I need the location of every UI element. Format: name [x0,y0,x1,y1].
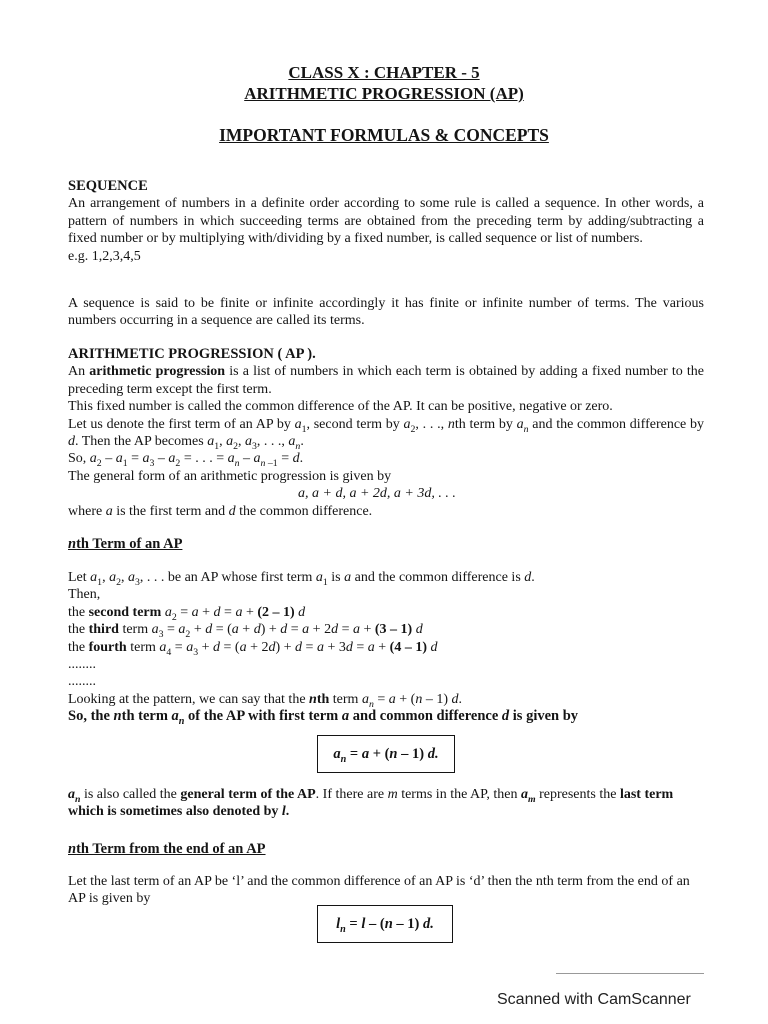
nth-from-end-formula: $l_n = l - (n - 1)$ d. [336,916,434,935]
nth-term-formula-box [317,735,455,773]
formulas-heading: IMPORTANT FORMULAS & CONCEPTS [219,125,549,145]
nth-term-title: nth Term of an AP [68,536,183,552]
nth-term-section [68,536,704,553]
sequence-section [68,178,704,265]
nth-term-then: Then, [68,587,101,603]
chapter-title-heading: ARITHMETIC PROGRESSION (AP) [244,84,524,103]
third-term-line: the third term $a_3 = a_2 + d = (a + d) + d = a + 2d = a + (3 - 1)$ d [68,622,423,641]
nth-from-end-section [68,841,704,858]
footer-divider [556,973,704,974]
dots-line-1: ........ [68,657,96,673]
nth-from-end-title: nth Term from the end of an AP [68,841,266,857]
second-term-line: the second term $a_2 = a + d = a + (2 - 1)$ d [68,604,306,623]
nth-from-end-formula-box [317,905,453,943]
sequence-title: SEQUENCE [68,178,148,194]
nth-term-let: Let $a_1$, $a_2$, $a_3$, . . . be an AP whose first term $a_1$ is a and the common difference is d. [68,570,535,588]
fourth-term-line: the fourth term $a_4 = a_3 + d = (a + 2d) + d = a + 3d = a + (4 - 1)$ d [68,639,438,658]
ap-general-form: a, a + d, a + 2d, a + 3d, . . . [298,486,456,502]
finite-infinite-paragraph: A sequence is said to be finite or infinite accordingly it has finite or infinite number of terms. The various numbers occurring in a sequence are called its terms. [68,296,704,329]
sequence-example: e.g. 1,2,3,4,5 [68,248,141,264]
nth-term-formula: $a_n = a + (n - 1)$ d. [333,746,439,765]
ap-common-difference: This fixed number is called the common difference of the AP. It can be positive, negative or zero. [68,399,613,415]
dots-line-2: ........ [68,674,96,690]
ap-general-form-intro: The general form of an arithmetic progression is given by [68,468,392,484]
ap-difference-equation: So, $a_2 - a_1 = a_3 - a_2$ = . . . = $a_n - a_n$ $_{-1}$ = d. [68,451,304,470]
class-chapter-heading: CLASS X : CHAPTER - 5 [288,63,480,82]
ap-definition: An arithmetic progression is a list of numbers in which each term is obtained by adding a fixed number to the preceding term except the first term. [68,364,705,397]
general-term-text: $a_n$ is also called the general term of the AP. If there are m terms in the AP, then $a_m$ represents the last term which is sometimes also denoted by l. [68,787,674,820]
pattern-line: Looking at the pattern, we can say that the nth term $a_n = a + (n - 1)$ d. [68,691,462,710]
nth-term-conclusion: So, the nth term $a_n$ of the AP with first term a and common difference d is given by [68,708,579,728]
ap-title: ARITHMETIC PROGRESSION ( AP ). [68,346,316,362]
nth-from-end-text: Let the last term of an AP be ‘l’ and the common difference of an AP is ‘d’ then the nth term from the end of an AP is given by [68,874,690,907]
sequence-definition: An arrangement of numbers in a definite order according to some rule is called a sequence. In other words, a pattern of numbers in which succeeding terms are obtained from the preceding term by adding/subtracting a fixed number or by multiplying with/dividing by a fixed number, is called sequence or list of numbers. [68,196,704,247]
camscanner-watermark: Scanned with CamScanner [497,991,691,1008]
ap-where: where a is the first term and d the common difference. [68,503,373,519]
general-term-paragraph [68,786,704,821]
nth-term-derivation [68,569,704,726]
ap-notation: Let us denote the first term of an AP by $a_1$, second term by $a_2$, . . ., nth term by $a_n$ and the common difference by d. Then the AP becomes $a_1$, $a_2$, $a_3$, . . ., $a_n$. [68,416,704,452]
ap-section [68,346,704,520]
